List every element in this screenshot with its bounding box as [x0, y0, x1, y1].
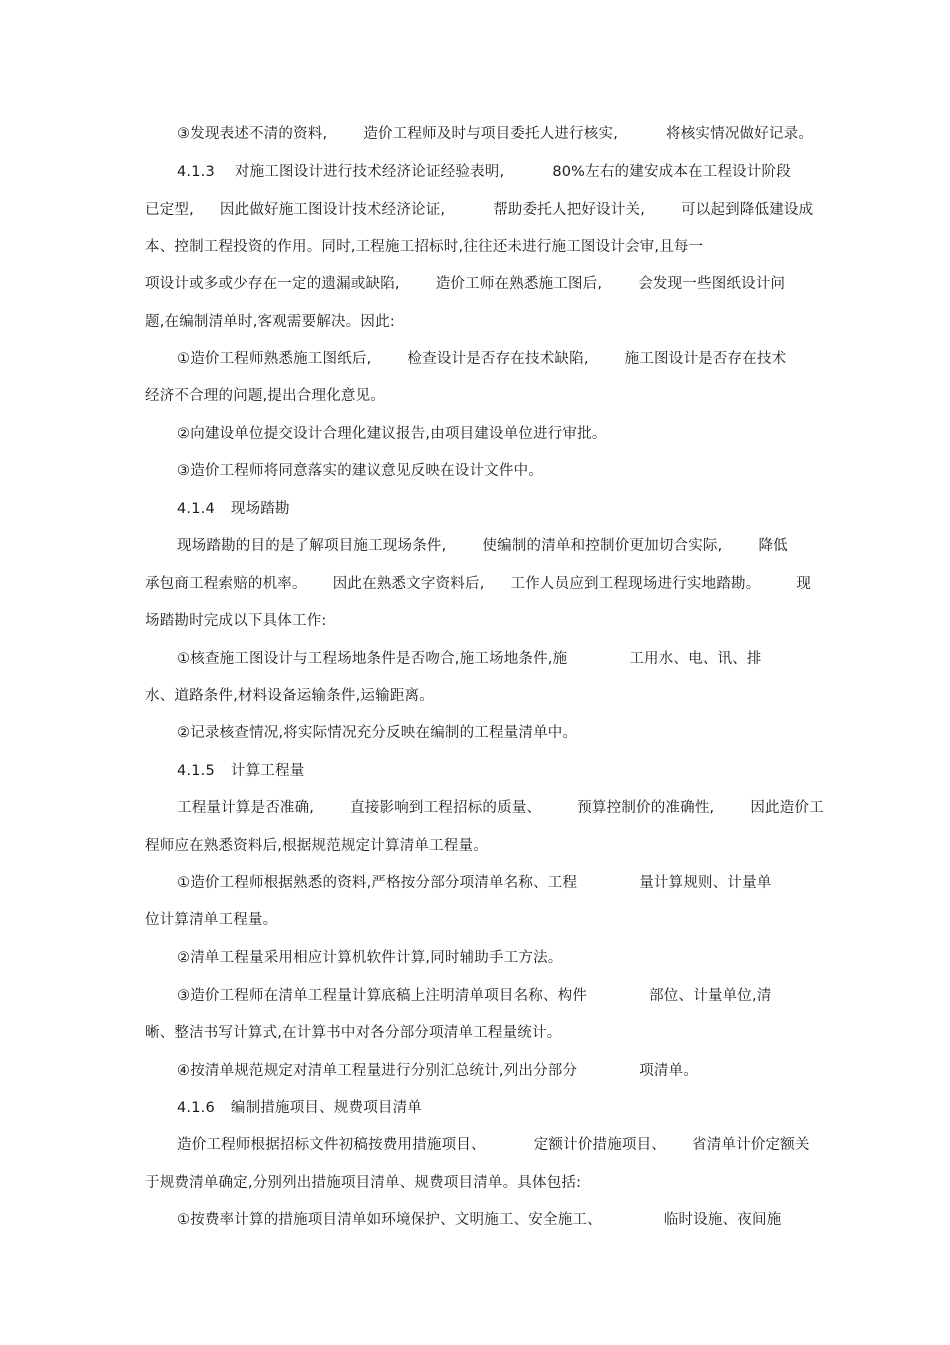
text-segment: 直接影响到工程招标的质量、	[350, 800, 542, 816]
text-segment: 施工图设计是否存在技术	[624, 351, 787, 367]
text-segment: 会发现一些图纸设计问	[638, 276, 786, 292]
paragraph-line	[177, 649, 810, 669]
text-segment: 造价工程师及时与项目委托人进行核实,	[363, 126, 619, 142]
text-segment: 现场踏勘的目的是了解项目施工现场条件,	[177, 538, 447, 554]
paragraph-line	[177, 349, 810, 369]
paragraph-line	[177, 424, 810, 444]
text-segment: 晰、整洁书写计算式,在计算书中对各分部分项清单工程量统计。	[145, 1025, 562, 1041]
paragraph-line	[177, 461, 810, 481]
text-segment: 题,在编制清单时,客观需要解决。因此:	[145, 314, 395, 330]
section-heading-4-1-5	[177, 761, 810, 781]
paragraph-line	[177, 1135, 810, 1155]
paragraph-line	[145, 274, 810, 294]
text-segment: 帮助委托人把好设计关,	[493, 202, 646, 218]
text-segment: 本、控制工程投资的作用。同时,工程施工招标时,往往还未进行施工图设计会审,且每一	[145, 239, 704, 255]
section-title: 编制措施项目、规费项目清单	[230, 1100, 423, 1116]
paragraph-line	[145, 574, 810, 594]
text-segment: 工作人员应到工程现场进行实地踏勘。	[510, 576, 761, 592]
paragraph-line	[145, 836, 810, 856]
paragraph-line	[145, 910, 810, 930]
text-segment: 造价工师在熟悉施工图后,	[435, 276, 603, 292]
text-segment: 造价工程师根据招标文件初稿按费用措施项目、	[177, 1137, 486, 1153]
text-segment: 定额计价措施项目、	[533, 1137, 667, 1153]
text-segment: 使编制的清单和控制价更加切合实际,	[482, 538, 723, 554]
text-segment: 程师应在熟悉资料后,根据规范规定计算清单工程量。	[145, 838, 488, 854]
text-segment: ②清单工程量采用相应计算机软件计算,同时辅助手工方法。	[177, 950, 563, 966]
section-heading-4-1-6	[177, 1098, 810, 1118]
text-segment: 因此做好施工图设计技术经济论证,	[219, 202, 446, 218]
section-title: 计算工程量	[230, 763, 305, 779]
text-segment: 部位、计量单位,清	[649, 988, 772, 1004]
text-segment: 因此在熟悉文字资料后,	[332, 576, 485, 592]
text-segment: 省清单计价定额关	[692, 1137, 810, 1153]
text-segment: 项设计或多或少存在一定的遗漏或缺陷,	[145, 276, 400, 292]
text-segment: ①造价工程师熟悉施工图纸后,	[177, 351, 372, 367]
text-segment: ①核查施工图设计与工程场地条件是否吻合,施工场地条件,施	[177, 651, 568, 667]
text-segment: 将核实情况做好记录。	[666, 126, 814, 142]
text-segment: ③造价工程师将同意落实的建议意见反映在设计文件中。	[177, 463, 543, 479]
text-segment: 场踏勘时完成以下具体工作:	[145, 613, 327, 629]
text-segment: 降低	[758, 538, 788, 554]
section-number: 4.1.3	[177, 164, 215, 180]
text-segment: ②记录核查情况,将实际情况充分反映在编制的工程量清单中。	[177, 725, 578, 741]
text-segment: 承包商工程索赔的机率。	[145, 576, 307, 592]
text-segment: 因此造价工	[750, 800, 824, 816]
text-segment: ③发现表述不清的资料,	[177, 126, 328, 142]
section-heading-4-1-4	[177, 499, 810, 519]
paragraph-line	[177, 986, 810, 1006]
text-segment: 经济不合理的问题,提出合理化意见。	[145, 388, 386, 404]
text-segment: ②向建设单位提交设计合理化建议报告,由项目建设单位进行审批。	[177, 426, 607, 442]
text-segment: 临时设施、夜间施	[663, 1212, 782, 1228]
text-segment: 对施工图设计进行技术经济论证经验表明,	[234, 164, 505, 180]
text-segment: ①按费率计算的措施项目清单如环境保护、文明施工、安全施工、	[177, 1212, 602, 1228]
paragraph-line	[145, 1173, 810, 1193]
text-segment: 预算控制价的准确性,	[577, 800, 715, 816]
paragraph-line	[177, 798, 824, 818]
paragraph-line	[145, 386, 810, 406]
section-number: 4.1.4	[177, 501, 215, 517]
paragraph-line	[177, 536, 810, 556]
text-segment: 于规费清单确定,分别列出措施项目清单、规费项目清单。具体包括:	[145, 1175, 582, 1191]
text-segment: 80%左右的建安成本在工程设计阶段	[552, 164, 791, 180]
text-segment: 可以起到降低建设成	[681, 202, 814, 218]
paragraph-line	[145, 611, 810, 631]
text-segment: 已定型,	[145, 202, 194, 218]
paragraph-line	[177, 723, 810, 743]
text-segment: 位计算清单工程量。	[145, 912, 278, 928]
text-segment: 现	[796, 576, 812, 592]
text-segment: 水、道路条件,材料设备运输条件,运输距离。	[145, 688, 434, 704]
paragraph-line	[177, 1210, 810, 1230]
text-segment: ①造价工程师根据熟悉的资料,严格按分部分项清单名称、工程	[177, 875, 578, 891]
paragraph-line	[145, 237, 810, 257]
paragraph-line	[177, 124, 814, 144]
text-segment: 量计算规则、计量单	[639, 875, 772, 891]
paragraph-line	[177, 1061, 810, 1081]
section-number: 4.1.6	[177, 1100, 215, 1116]
paragraph-line	[145, 312, 810, 332]
section-number: 4.1.5	[177, 763, 215, 779]
paragraph-line	[145, 1023, 810, 1043]
paragraph-line	[177, 873, 810, 893]
text-segment: ③造价工程师在清单工程量计算底稿上注明清单项目名称、构件	[177, 988, 588, 1004]
text-segment: 工程量计算是否准确,	[177, 800, 315, 816]
text-segment: 检查设计是否存在技术缺陷,	[407, 351, 589, 367]
paragraph-line	[145, 686, 810, 706]
paragraph-line	[177, 948, 810, 968]
section-title: 现场踏勘	[230, 501, 290, 517]
text-segment: ④按清单规范规定对清单工程量进行分别汇总统计,列出分部分	[177, 1063, 578, 1079]
section-heading-4-1-3	[177, 162, 810, 182]
text-segment: 工用水、电、讯、排	[629, 651, 762, 667]
paragraph-line	[145, 200, 814, 220]
text-segment: 项清单。	[639, 1063, 699, 1079]
